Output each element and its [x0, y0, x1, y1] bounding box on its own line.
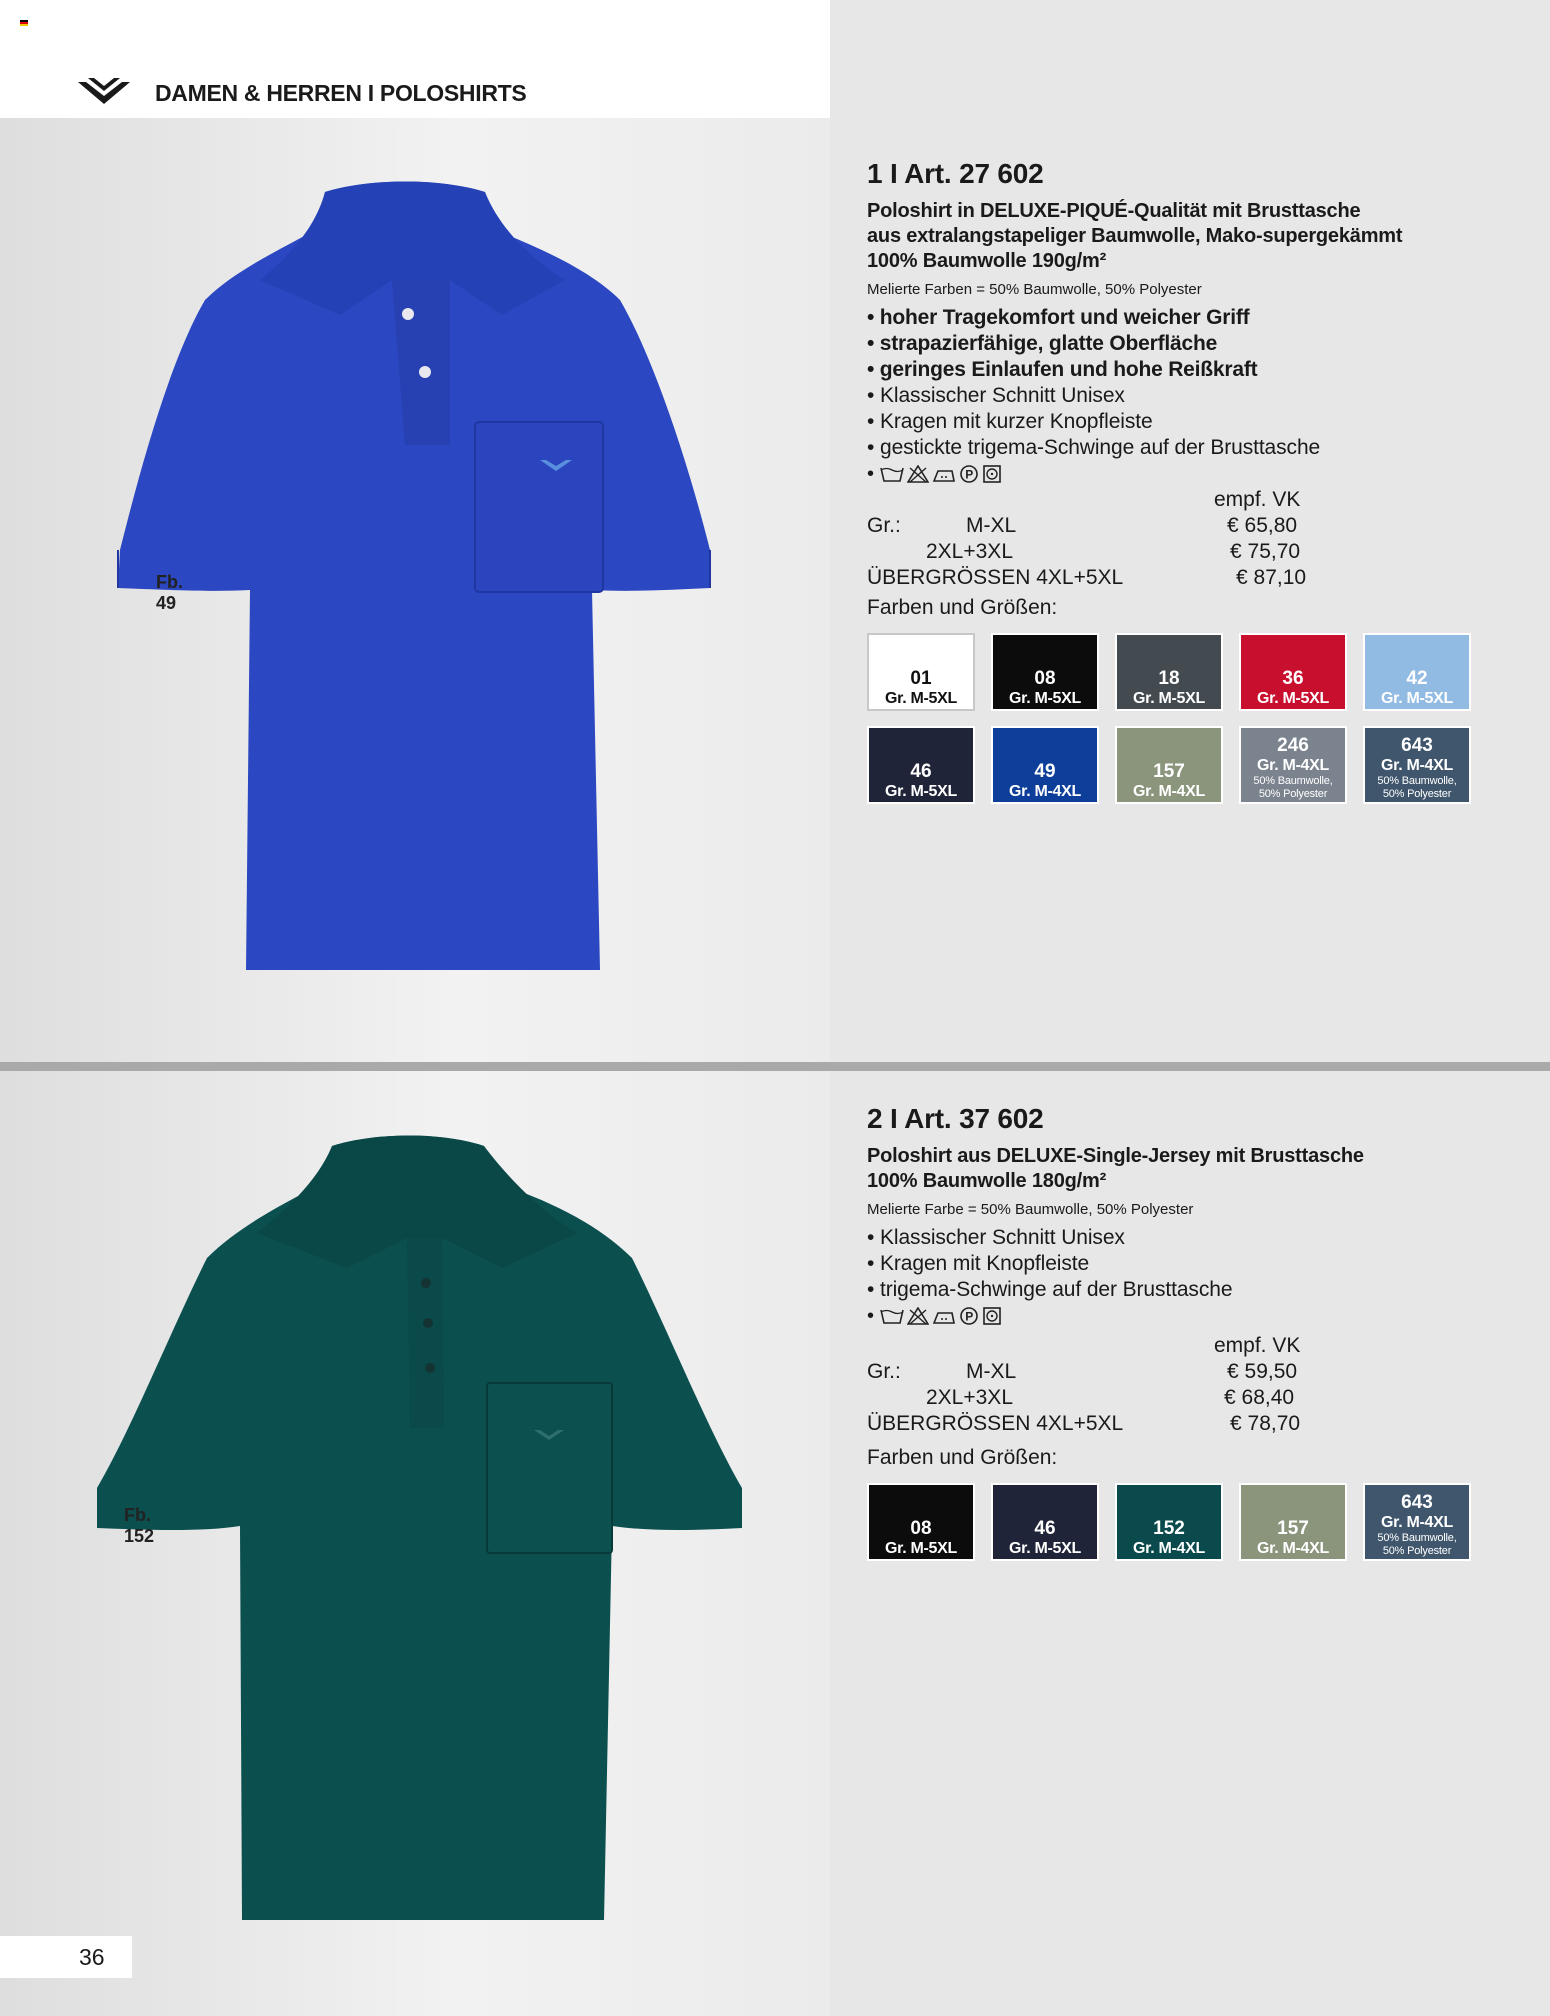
swatch-color-number: 157: [1153, 761, 1185, 782]
tumble-dry-icon: [982, 1306, 1002, 1326]
size-range: ÜBERGRÖSSEN 4XL+5XL: [867, 566, 1124, 589]
swatch-size-range: Gr. M-5XL: [885, 783, 957, 800]
color-swatch-08: [867, 1483, 975, 1561]
swatch-size-range: Gr. M-5XL: [1009, 1540, 1081, 1557]
swatch-color-number: 18: [1158, 668, 1180, 689]
swatch-size-range: Gr. M-4XL: [1381, 757, 1453, 774]
swatch-size-range: Gr. M-5XL: [1257, 690, 1329, 707]
color-swatch-42: [1363, 633, 1471, 711]
swatch-material-note: 50% Baumwolle,: [1377, 775, 1457, 787]
product2-color-label: [124, 1505, 154, 1547]
colors-sizes-label: Farben und Größen:: [867, 596, 1058, 619]
wash-40-icon: [880, 1307, 904, 1325]
price: € 59,50: [1227, 1360, 1298, 1383]
color-swatch-18: [1115, 633, 1223, 711]
swatch-size-range: Gr. M-4XL: [1257, 757, 1329, 774]
tumble-dry-icon: [982, 464, 1002, 484]
feature: • Kragen mit Knopfleiste: [867, 1252, 1090, 1275]
swatch-color-number: 46: [1034, 1518, 1056, 1539]
color-swatch-246: [1239, 726, 1347, 804]
color-label-number: 152: [124, 1526, 155, 1546]
color-swatch-08: [991, 633, 1099, 711]
feature-bold: • strapazierfähige, glatte Oberfläche: [867, 332, 1218, 355]
green-poloshirt-image: [92, 1128, 752, 1928]
swatch-material-note: 50% Polyester: [1382, 788, 1452, 800]
price: € 87,10: [1236, 566, 1307, 589]
melange-note: Melierte Farben = 50% Baumwolle, 50% Polyester: [867, 281, 1202, 298]
size-range: 2XL+3XL: [926, 1386, 1013, 1409]
price: € 65,80: [1227, 514, 1298, 537]
color-label-prefix: Fb.: [156, 572, 183, 592]
price-table: [867, 487, 1307, 591]
swatch-size-range: Gr. M-5XL: [1133, 690, 1205, 707]
no-bleach-icon: [907, 1307, 929, 1325]
care-symbols: [867, 461, 1507, 487]
swatch-size-range: Gr. M-4XL: [1009, 783, 1081, 800]
product1-color-label: [156, 572, 183, 614]
feature: • trigema-Schwinge auf der Brusttasche: [867, 1278, 1233, 1301]
price: € 68,40: [1224, 1386, 1295, 1409]
color-label-number: 49: [156, 593, 177, 613]
svg-text:P: P: [965, 1309, 974, 1324]
care-symbols: [867, 1303, 1507, 1329]
product-description-line: aus extralangstapeliger Baumwolle, Mako-supergekämmt: [867, 225, 1403, 247]
color-label-prefix: Fb.: [124, 1505, 151, 1525]
care-bullet: •: [867, 462, 875, 485]
swatch-color-number: 49: [1034, 761, 1056, 782]
color-swatch-643: [1363, 726, 1471, 804]
color-swatch-49: [991, 726, 1099, 804]
feature-bold: • geringes Einlaufen und hohe Reißkraft: [867, 358, 1258, 381]
article-number: 2 I Art. 37 602: [867, 1103, 1044, 1134]
swatch-color-number: 643: [1401, 1492, 1433, 1513]
color-swatch-157: [1239, 1483, 1347, 1561]
color-swatch-157: [1115, 726, 1223, 804]
swatch-material-note: 50% Baumwolle,: [1253, 775, 1333, 787]
feature: • Klassischer Schnitt Unisex: [867, 384, 1125, 407]
swatch-color-number: 152: [1153, 1518, 1185, 1539]
feature: • gestickte trigema-Schwinge auf der Brusttasche: [867, 436, 1321, 459]
svg-text:P: P: [965, 467, 974, 482]
size-range: M-XL: [966, 1360, 1017, 1383]
swatch-color-number: 08: [1034, 668, 1056, 689]
no-bleach-icon: [907, 465, 929, 483]
swatch-color-number: 36: [1282, 668, 1304, 689]
trigema-swing-logo-icon: [76, 76, 132, 110]
size-range: 2XL+3XL: [926, 540, 1013, 563]
product-material-line: 100% Baumwolle 190g/m²: [867, 250, 1107, 272]
size-range: ÜBERGRÖSSEN 4XL+5XL: [867, 1412, 1124, 1435]
swatch-size-range: Gr. M-5XL: [1009, 690, 1081, 707]
price-header: empf. VK: [1214, 1334, 1301, 1357]
price: € 75,70: [1230, 540, 1301, 563]
color-swatch-46: [991, 1483, 1099, 1561]
swatch-size-range: Gr. M-4XL: [1257, 1540, 1329, 1557]
color-swatch-152: [1115, 1483, 1223, 1561]
german-flag-icon: [20, 20, 28, 26]
swatch-material-note: 50% Baumwolle,: [1377, 1532, 1457, 1544]
melange-note: Melierte Farbe = 50% Baumwolle, 50% Polyester: [867, 1201, 1194, 1218]
product1-info: [867, 157, 1507, 800]
swatch-size-range: Gr. M-5XL: [1381, 690, 1453, 707]
iron-icon: [932, 1307, 956, 1325]
color-swatch-643: [1363, 1483, 1471, 1561]
care-bullet: •: [867, 1304, 875, 1327]
dry-clean-p-icon: [959, 1306, 979, 1326]
swatch-color-number: 08: [910, 1518, 932, 1539]
price-header: empf. VK: [1214, 488, 1301, 511]
page-title: DAMEN & HERREN I POLOSHIRTS: [155, 80, 527, 106]
wash-40-icon: [880, 465, 904, 483]
color-swatches: [867, 633, 1507, 800]
section-divider: [0, 1062, 1550, 1071]
swatch-color-number: 46: [910, 761, 932, 782]
colors-sizes-label: Farben und Größen:: [867, 1446, 1058, 1469]
iron-icon: [932, 465, 956, 483]
swatch-color-number: 157: [1277, 1518, 1309, 1539]
swatch-color-number: 246: [1277, 735, 1309, 756]
product-description-line: Poloshirt aus DELUXE-Single-Jersey mit Brusttasche: [867, 1145, 1364, 1167]
swatch-color-number: 643: [1401, 735, 1433, 756]
product-description-line: Poloshirt in DELUXE-PIQUÉ-Qualität mit Brusttasche: [867, 200, 1361, 222]
article-number: 1 I Art. 27 602: [867, 158, 1044, 189]
price: € 78,70: [1230, 1412, 1301, 1435]
swatch-size-range: Gr. M-4XL: [1381, 1514, 1453, 1531]
swatch-color-number: 01: [910, 668, 932, 689]
feature: • Kragen mit kurzer Knopfleiste: [867, 410, 1153, 433]
product2-info: [867, 1102, 1507, 1563]
swatch-size-range: Gr. M-4XL: [1133, 1540, 1205, 1557]
swatch-material-note: 50% Polyester: [1382, 1545, 1452, 1557]
feature: • Klassischer Schnitt Unisex: [867, 1226, 1125, 1249]
swatch-size-range: Gr. M-5XL: [885, 690, 957, 707]
color-swatches: [867, 1483, 1507, 1563]
feature-bold: • hoher Tragekomfort und weicher Griff: [867, 306, 1250, 329]
swatch-size-range: Gr. M-4XL: [1133, 783, 1205, 800]
swatch-material-note: 50% Polyester: [1258, 788, 1328, 800]
size-group-label: Gr.:: [867, 1360, 901, 1383]
size-group-label: Gr.:: [867, 514, 901, 537]
swatch-size-range: Gr. M-5XL: [885, 1540, 957, 1557]
color-swatch-36: [1239, 633, 1347, 711]
color-swatch-46: [867, 726, 975, 804]
product-material-line: 100% Baumwolle 180g/m²: [867, 1170, 1107, 1192]
page-number: 36: [0, 1936, 132, 1978]
size-range: M-XL: [966, 514, 1017, 537]
blue-poloshirt-image: [110, 170, 720, 980]
color-swatch-01: [867, 633, 975, 711]
swatch-color-number: 42: [1406, 668, 1428, 689]
price-table: [867, 1333, 1307, 1437]
dry-clean-p-icon: [959, 464, 979, 484]
